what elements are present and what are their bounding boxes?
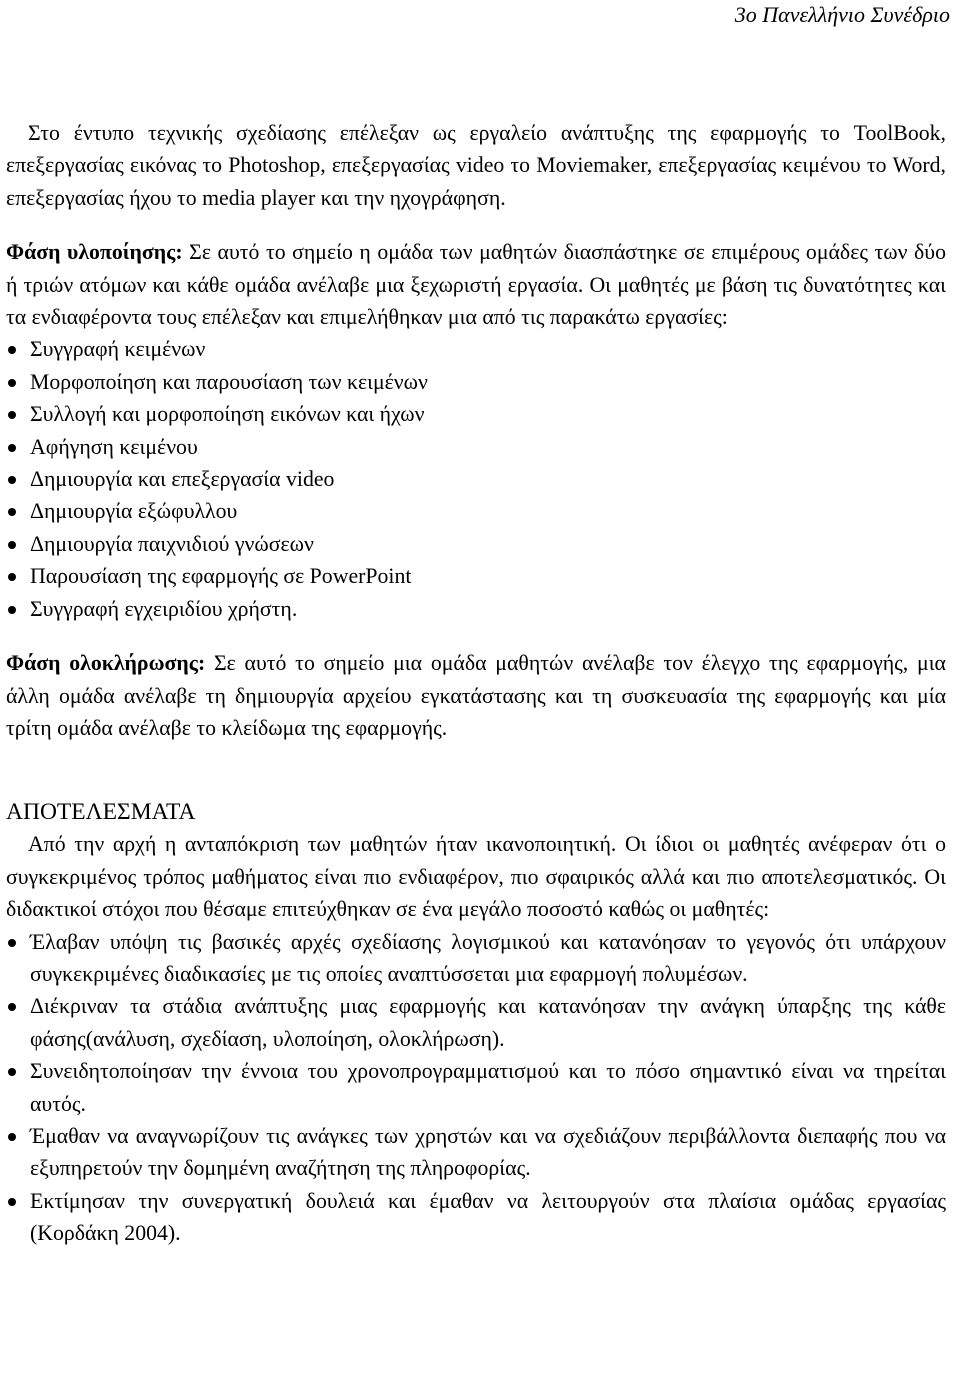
list-item bbox=[6, 366, 946, 398]
list-item-text: Συγγραφή κειμένων bbox=[30, 337, 206, 362]
completion-text: Σε αυτό το σημείο μια ομάδα μαθητών ανέλαβε τον έλεγχο της εφαρμογής, μια άλλη ομάδα ανέλαβε τη δημιουργία αρχείου εγκατάστασης και τη συσκευασία της εφαρμογής και μία τρίτη ομάδα ανέλαβε το κλείδωμα της εφαρμογής. bbox=[6, 651, 946, 740]
implementation-paragraph bbox=[6, 236, 946, 333]
list-item-text: Δημιουργία και επεξεργασία video bbox=[30, 467, 335, 492]
list-item bbox=[6, 926, 946, 991]
list-item-text: Μορφοποίηση και παρουσίαση των κειμένων bbox=[30, 369, 428, 394]
bullet-icon bbox=[8, 1068, 16, 1076]
bullet-icon bbox=[8, 606, 16, 614]
list-item bbox=[6, 1055, 946, 1120]
document-body bbox=[6, 117, 946, 1250]
implementation-text: Σε αυτό το σημείο η ομάδα των μαθητών διασπάστηκε σε επιμέρους ομάδες των δύο ή τριών ατόμων και κάθε ομάδα ανέλαβε μια ξεχωριστή εργασία. Οι μαθητές με βάση τις δυνατότητες και τα ενδιαφέροντα τους επέλεξαν και επιμελήθηκαν μια από τις παρακάτω εργασίες: bbox=[6, 240, 946, 330]
list-item bbox=[6, 528, 946, 560]
list-item bbox=[6, 593, 946, 625]
intro-paragraph: Στο έντυπο τεχνικής σχεδίασης επέλεξαν ως εργαλείο ανάπτυξης της εφαρμογής το ToolBook, επεξεργασίας εικόνας το Photoshop, επεξεργασίας video το Moviemaker, επεξεργασίας κειμένου το Word, επεξεργασίας ήχου το media player και την ηχογράφηση. bbox=[6, 121, 946, 210]
section-heading: ΑΠΟΤΕΛΕΣΜΑΤΑ bbox=[6, 799, 196, 826]
list-item-text: Διέκριναν τα στάδια ανάπτυξης μιας εφαρμογής και κατανόησαν την ανάγκη ύπαρξης της κάθε φάσης(ανάλυση, σχεδίαση, υλοποίηση, ολοκλήρωση). bbox=[30, 994, 946, 1051]
bullet-icon bbox=[8, 1003, 16, 1011]
list-item-text: Δημιουργία παιχνιδιού γνώσεων bbox=[30, 531, 314, 556]
list-item bbox=[6, 560, 946, 592]
list-item bbox=[6, 333, 946, 365]
list-item bbox=[6, 990, 946, 1055]
bullet-icon bbox=[8, 476, 16, 484]
list-item-text: Συλλογή και μορφοποίηση εικόνων και ήχων bbox=[30, 402, 425, 427]
list-item-text: Συγγραφή εγχειριδίου χρήστη. bbox=[30, 596, 298, 621]
list-item bbox=[6, 463, 946, 495]
bullet-icon bbox=[8, 411, 16, 419]
running-header: 3ο Πανελλήνιο Συνέδριο bbox=[734, 2, 950, 27]
bullet-icon bbox=[8, 444, 16, 452]
task-list bbox=[6, 333, 946, 625]
bullet-icon bbox=[8, 939, 16, 947]
results-list bbox=[6, 926, 946, 1250]
list-item-text: Δημιουργία εξώφυλλου bbox=[30, 499, 238, 524]
list-item-text: Συνειδητοποίησαν την έννοια του χρονοπρογραμματισμού και το πόσο σημαντικό είναι να τηρείται αυτός. bbox=[30, 1059, 946, 1116]
list-item-text: Εκτίμησαν την συνεργατική δουλειά και έμαθαν να λειτουργούν στα πλαίσια ομάδας εργασίας (Κορδάκη 2004). bbox=[30, 1188, 946, 1246]
implementation-label: Φάση υλοποίησης: bbox=[6, 240, 183, 265]
list-item-text: Παρουσίαση της εφαρμογής σε PowerPoint bbox=[30, 564, 412, 589]
bullet-icon bbox=[8, 541, 16, 549]
list-item bbox=[6, 398, 946, 430]
list-item-text: Αφήγηση κειμένου bbox=[30, 434, 198, 459]
bullet-icon bbox=[8, 1133, 16, 1141]
bullet-icon bbox=[8, 379, 16, 387]
list-item bbox=[6, 495, 946, 527]
completion-label: Φάση ολοκλήρωσης: bbox=[6, 651, 206, 676]
list-item bbox=[6, 431, 946, 463]
bullet-icon bbox=[8, 346, 16, 354]
list-item bbox=[6, 1120, 946, 1185]
results-paragraph: Από την αρχή η ανταπόκριση των μαθητών ήταν ικανοποιητική. Οι ίδιοι οι μαθητές ανέφεραν ότι ο συγκεκριμένος τρόπος μαθήματος είναι πιο ενδιαφέρον, πιο σφαιρικός αλλά και πιο αποτελεσματικός. Οι διδακτικοί στόχοι που θέσαμε επιτεύχθηκαν σε ένα μεγάλο ποσοστό καθώς οι μαθητές: bbox=[6, 832, 946, 922]
bullet-icon bbox=[8, 573, 16, 581]
list-item-text: Έμαθαν να αναγνωρίζουν τις ανάγκες των χρηστών και να σχεδιάζουν περιβάλλοντα διεπαφής που να εξυπηρετούν την δομημένη αναζήτηση της πληροφορίας. bbox=[30, 1123, 946, 1181]
list-item bbox=[6, 1185, 946, 1250]
bullet-icon bbox=[8, 1198, 16, 1206]
bullet-icon bbox=[8, 508, 16, 516]
list-item-text: Έλαβαν υπόψη τις βασικές αρχές σχεδίασης λογισμικού και κατανόησαν το γεγονός ότι υπάρχουν συγκεκριμένες διαδικασίες με τις οποίες αναπτύσσεται μια εφαρμογή πολυμέσων. bbox=[30, 929, 946, 986]
completion-paragraph bbox=[6, 647, 946, 744]
